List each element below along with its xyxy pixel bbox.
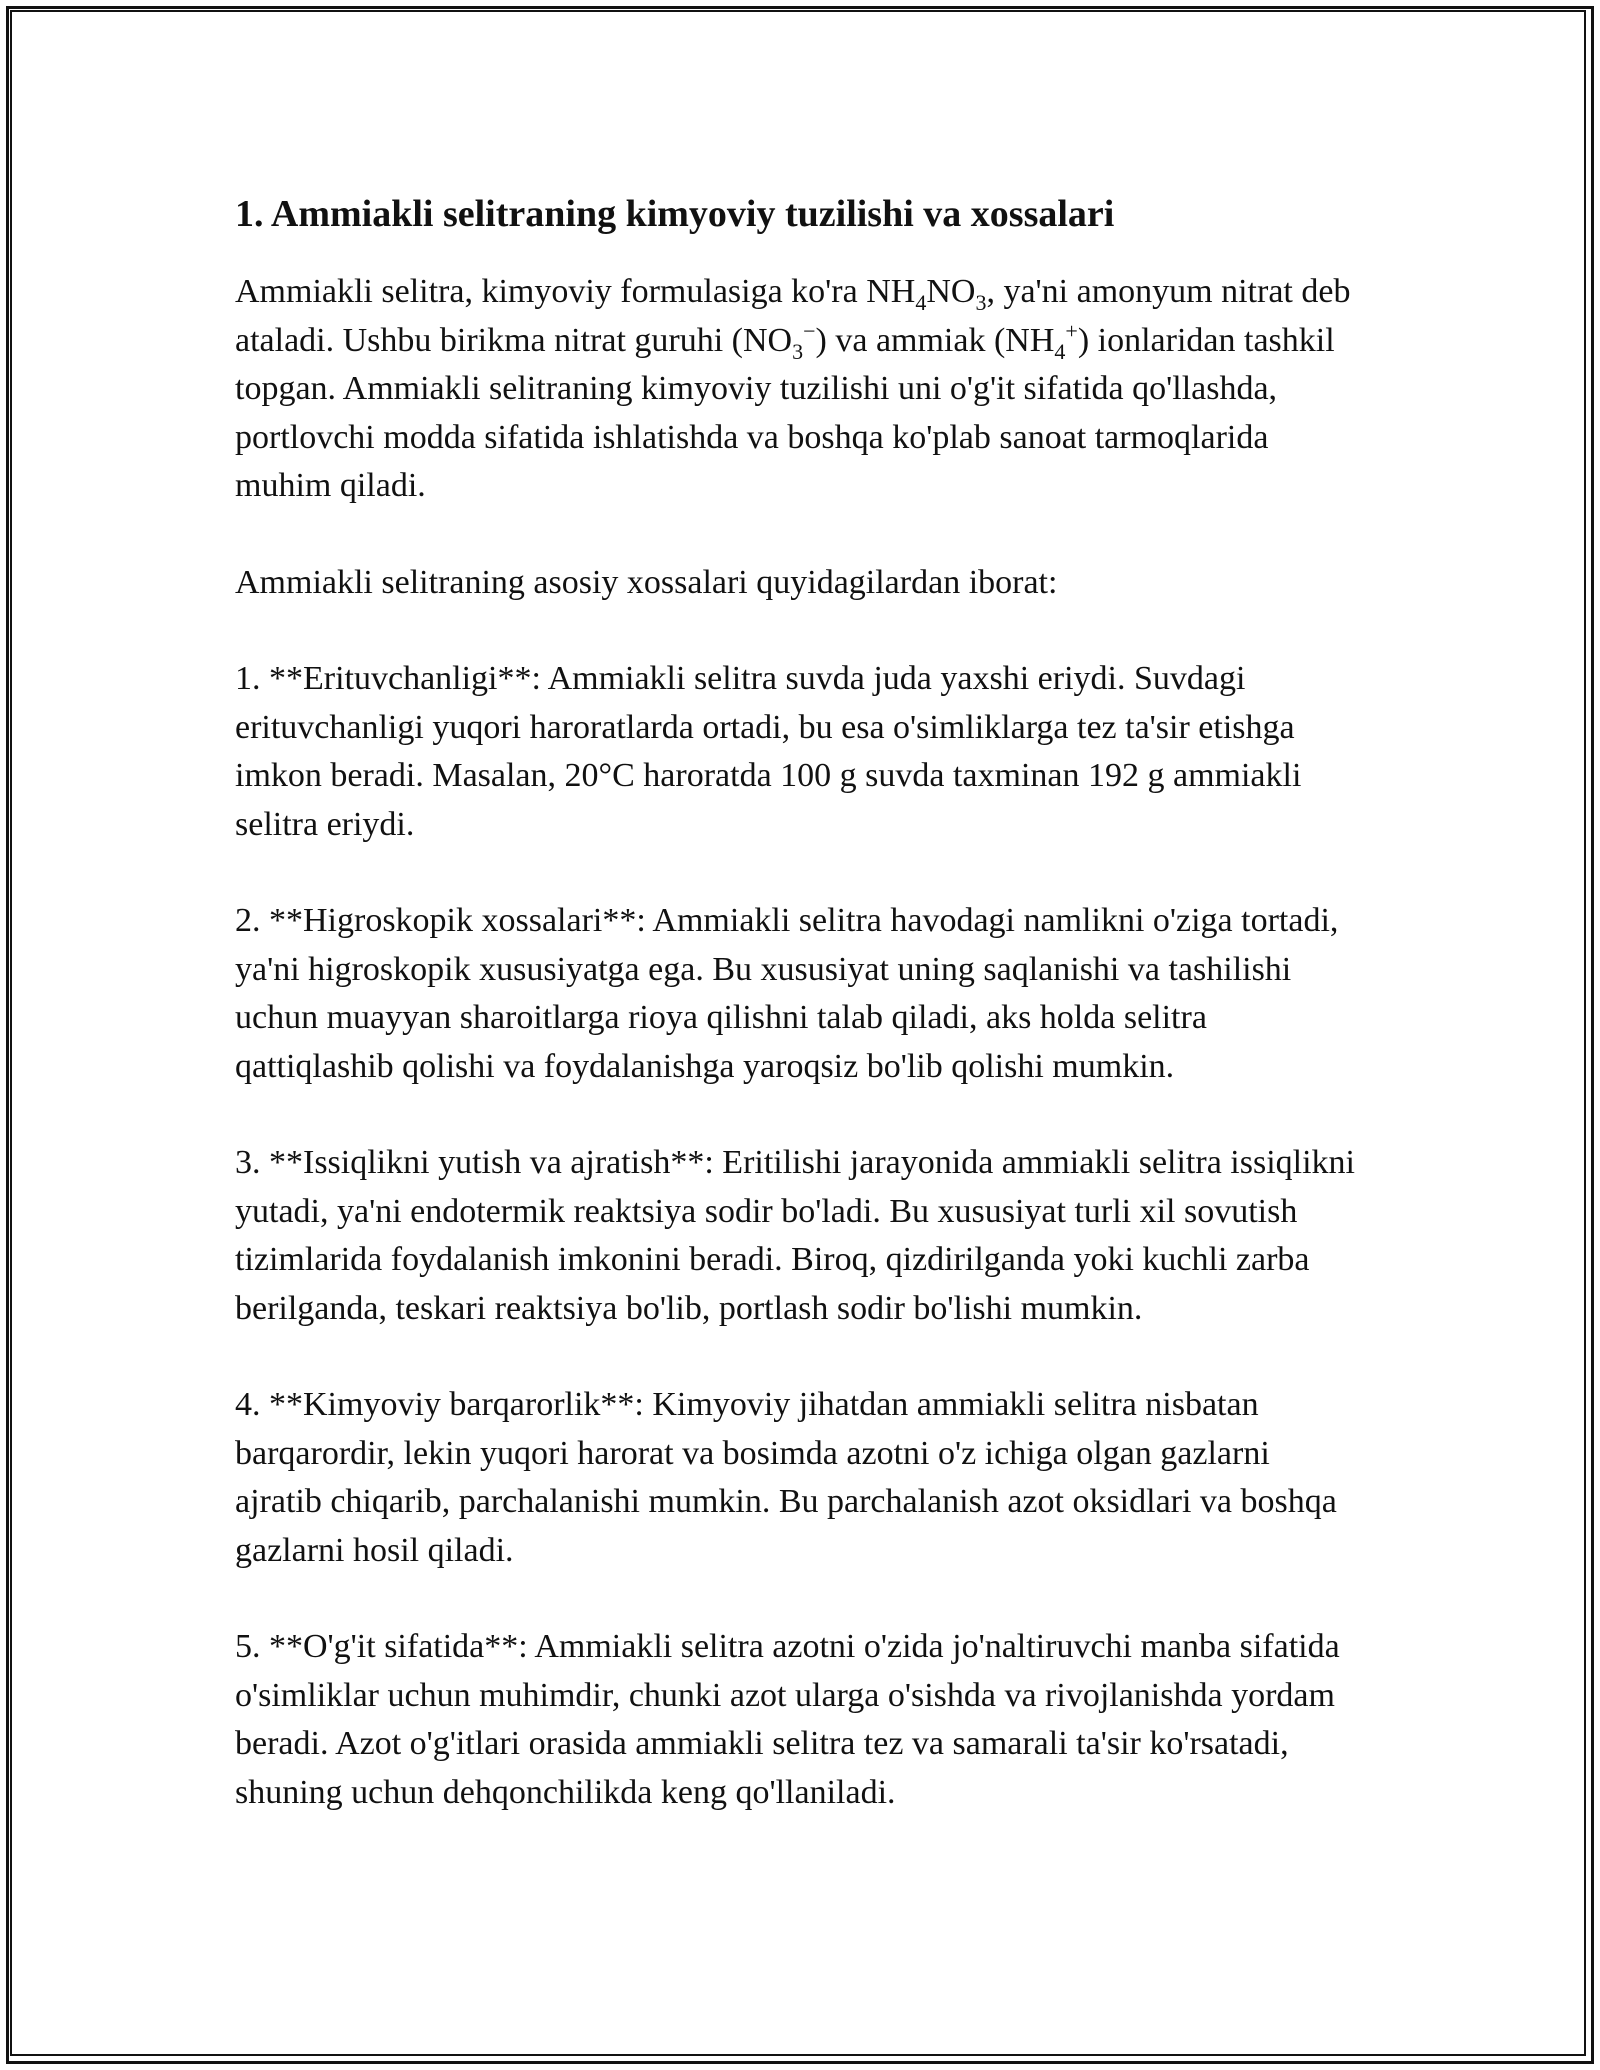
properties-lead: Ammiakli selitraning asosiy xossalari quyidagilardan iborat: xyxy=(235,563,1058,601)
formula-subscript: 3 xyxy=(975,289,987,315)
formula-subscript: 4 xyxy=(915,289,927,315)
property-item: 5. **O'g'it sifatida**: Ammiakli selitra azotni o'zida jo'naltiruvchi manba sifatida o'simliklar uchun muhimdir, chunki azot ularga o'sishda va rivojlanishda yordam beradi. Azot o'g'itlari orasida ammiakli selitra tez va samarali ta'sir ko'rsatadi, shuning uchun dehqonchilikda keng qo'llaniladi. xyxy=(235,1628,1340,1811)
formula-superscript: + xyxy=(1065,318,1078,344)
intro-text-4: ) va ammiak (NH xyxy=(815,321,1055,359)
property-item: 3. **Issiqlikni yutish va ajratish**: Eritilishi jarayonida ammiakli selitra issiqlikni yutadi, ya'ni endotermik reaktsiya sodir bo'ladi. Bu xususiyat turli xil sovutish tizimlarida foydalanish imkonini beradi. Biroq, qizdirilganda yoki kuchli zarba berilganda, teskari reaktsiya bo'lib, portlash sodir bo'lishi mumkin. xyxy=(235,1144,1355,1327)
section-heading: 1. Ammiakli selitraning kimyoviy tuzilishi va xossalari xyxy=(235,193,1115,235)
property-item: 4. **Kimyoviy barqarorlik**: Kimyoviy jihatdan ammiakli selitra nisbatan barqarordir, lekin yuqori harorat va bosimda azotni o'z ichiga olgan gazlarni ajratib chiqarib, parchalanishi mumkin. Bu parchalanish azot oksidlari va boshqa gazlarni hosil qiladi. xyxy=(235,1386,1337,1569)
property-item: 1. **Erituvchanligi**: Ammiakli selitra suvda juda yaxshi eriydi. Suvdagi erituvchanligi yuqori haroratlarda ortadi, bu esa o'simliklarga tez ta'sir etishga imkon beradi. Masalan, 20°C haroratda 100 g suvda taxminan 192 g ammiakli selitra eriydi. xyxy=(235,660,1302,843)
intro-text-5: ) ionlaridan tashkil topgan. Ammiakli selitraning kimyoviy tuzilishi uni o'g'it sifatida qo'llashda, portlovchi modda sifatida ishlatishda va boshqa ko'plab sanoat tarmoqlarida muhim qiladi. xyxy=(235,321,1335,504)
intro-text-3: , ya'ni amonyum nitrat deb ataladi. Ushbu birikma nitrat guruhi (NO xyxy=(235,273,1351,359)
property-item: 2. **Higroskopik xossalari**: Ammiakli selitra havodagi namlikni o'ziga tortadi, ya'ni higroskopik xususiyatga ega. Bu xususiyat uning saqlanishi va tashilishi uchun muayyan sharoitlarga rioya qilishni talab qiladi, aks holda selitra qattiqlashib qolishi va foydalanishga yaroqsiz bo'lib qolishi mumkin. xyxy=(235,902,1339,1085)
formula-subscript: 4 xyxy=(1054,338,1066,364)
formula-subscript: 3 xyxy=(792,338,804,364)
intro-text-1: Ammiakli selitra, kimyoviy formulasiga ko'ra NH xyxy=(235,273,916,310)
intro-text-2: NO xyxy=(926,273,976,310)
formula-superscript: − xyxy=(803,318,816,344)
document-body xyxy=(235,190,1365,1865)
intro-paragraph xyxy=(235,268,1365,511)
